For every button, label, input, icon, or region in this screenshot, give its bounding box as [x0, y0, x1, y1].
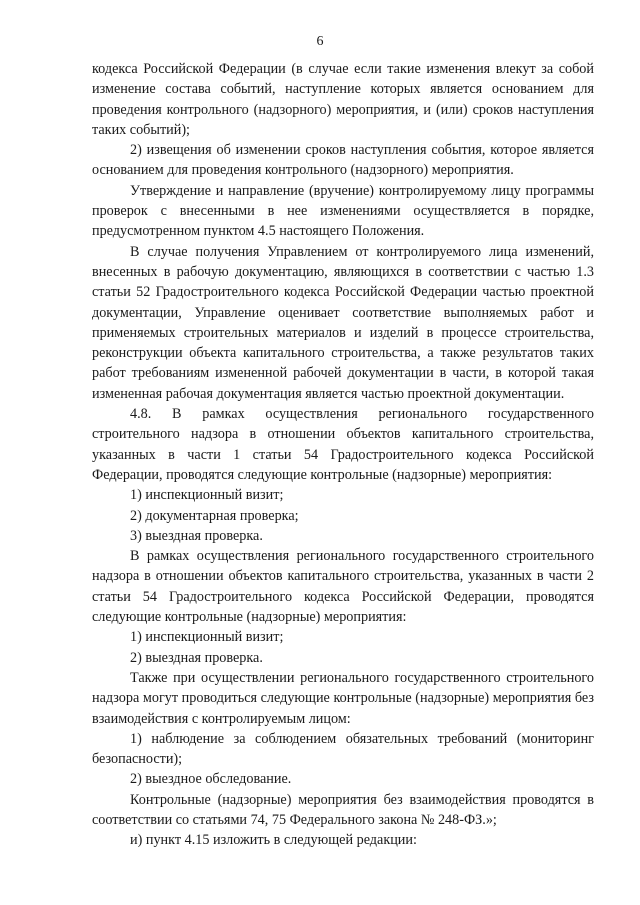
paragraph: Контрольные (надзорные) мероприятия без взаимодействия проводятся в соответствии со статьями 74, 75 Федерального закона № 248-ФЗ.»; — [92, 791, 594, 828]
list-item: 3) выездная проверка. — [130, 527, 263, 544]
paragraph: 2) извещения об изменении сроков наступления события, которое является основанием для проведения контрольного (надзорного) мероприятия. — [92, 142, 594, 179]
list-item: 2) выездная проверка. — [130, 649, 263, 666]
list-item: 2) выездное обследование. — [130, 771, 292, 788]
list-item: 1) наблюдение за соблюдением обязательных требований (мониторинг безопасности); — [92, 730, 594, 768]
paragraph: Также при осуществлении регионального государственного строительного надзора могут проводиться следующие контрольные (надзорные) мероприятия без взаимодействия с контролируемым лицом: — [92, 669, 594, 727]
list-item: 1) инспекционный визит; — [130, 629, 284, 646]
paragraph: В рамках осуществления регионального государственного строительного надзора в отношении объектов капитального строительства, указанных в части 2 статьи 54 Градостроительного кодекса Российской Федерации, проводятся следующие контрольные (надзорные) мероприятия: — [92, 548, 594, 626]
page-number: 6 — [316, 34, 324, 49]
paragraph: Утверждение и направление (вручение) контролируемому лицу программы проверок с внесенными в нее изменениями осуществляется в порядке, предусмотренном пунктом 4.5 настоящего Положения. — [92, 182, 594, 240]
paragraph: кодекса Российской Федерации (в случае если такие изменения влекут за собой изменение состава событий, наступление которых является основанием для проведения контрольного (надзорного) мероприятия, и (или) сроков наступления таких событий); — [92, 61, 594, 138]
paragraph: и) пункт 4.15 изложить в следующей редакции: — [130, 832, 417, 849]
list-item: 2) документарная проверка; — [130, 507, 299, 524]
paragraph: В случае получения Управлением от контролируемого лица изменений, внесенных в рабочую документацию, являющихся в соответствии с частью 1.3 статьи 52 Градостроительного кодекса Российской Федерации частью проектной документации, Управление оценивает соответствие выполняемых работ и применяемых строительных материалов и изделий в процессе строительства, реконструкции объекта капитального строительства, а также результатов таких работ требованиям измененной рабочей документации в части, в которой такая измененная рабочая документация является частью проектной документации. — [92, 243, 594, 402]
paragraph: 4.8. В рамках осуществления регионального государственного строительного надзора в отношении объектов капитального строительства, указанных в части 1 статьи 54 Градостроительного кодекса Российской Федерации, проводятся следующие контрольные (надзорные) мероприятия: — [92, 406, 594, 483]
document-body — [92, 59, 594, 851]
list-item: 1) инспекционный визит; — [130, 487, 284, 504]
